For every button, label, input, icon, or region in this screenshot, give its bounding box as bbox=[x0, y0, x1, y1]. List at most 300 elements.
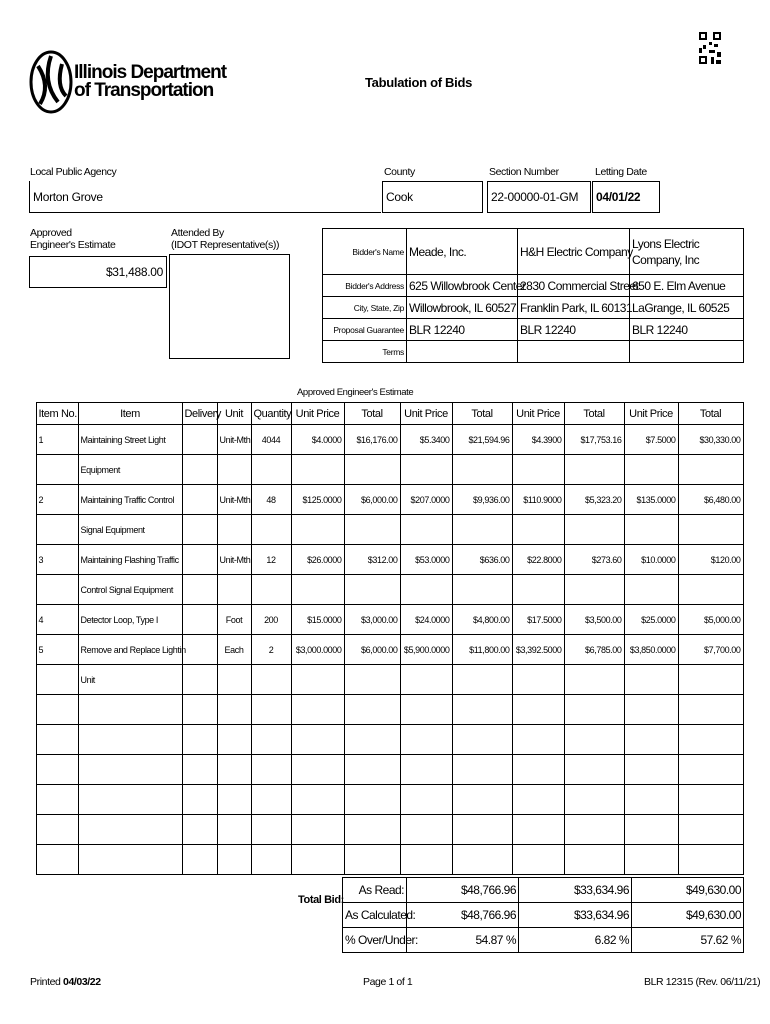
table-cell: $21,594.96 bbox=[452, 425, 512, 455]
table-cell bbox=[291, 575, 344, 605]
table-cell bbox=[182, 785, 217, 815]
bidder-city: LaGrange, IL 60525 bbox=[630, 297, 744, 319]
table-cell bbox=[452, 815, 512, 845]
table-cell bbox=[624, 755, 678, 785]
table-cell bbox=[78, 845, 182, 875]
bidders-table bbox=[322, 228, 744, 363]
row-label: Bidder's Address bbox=[323, 275, 407, 297]
table-cell: $25.0000 bbox=[624, 605, 678, 635]
table-cell: $11,800.00 bbox=[452, 635, 512, 665]
table-row bbox=[29, 605, 743, 635]
table-cell bbox=[452, 755, 512, 785]
bidder-terms bbox=[518, 341, 630, 363]
table-cell bbox=[564, 575, 624, 605]
printed-info bbox=[30, 976, 101, 988]
row-label: Bidder's Name bbox=[323, 229, 407, 275]
totals-table bbox=[342, 877, 744, 953]
table-cell bbox=[182, 425, 217, 455]
table-cell bbox=[678, 665, 743, 695]
logo-line-2: of Transportation bbox=[74, 80, 214, 101]
table-cell bbox=[251, 785, 291, 815]
table-row bbox=[29, 755, 743, 785]
header-cell: Total bbox=[564, 403, 624, 425]
table-cell bbox=[452, 515, 512, 545]
table-cell: $16,176.00 bbox=[344, 425, 400, 455]
table-row bbox=[29, 845, 743, 875]
table-row bbox=[29, 665, 743, 695]
table-cell: $5.3400 bbox=[400, 425, 452, 455]
header-cell: Unit Price bbox=[624, 403, 678, 425]
table-cell: $207.0000 bbox=[400, 485, 452, 515]
table-cell bbox=[564, 455, 624, 485]
margin-cell bbox=[29, 403, 36, 425]
margin-cell bbox=[29, 845, 36, 875]
total-value: $33,634.96 bbox=[519, 878, 632, 903]
table-cell bbox=[182, 545, 217, 575]
form-number: BLR 12315 (Rev. 06/11/21) bbox=[644, 976, 761, 988]
table-cell bbox=[344, 515, 400, 545]
table-cell: $24.0000 bbox=[400, 605, 452, 635]
items-table bbox=[29, 402, 744, 875]
table-cell bbox=[182, 515, 217, 545]
table-cell bbox=[217, 755, 251, 785]
table-cell bbox=[251, 455, 291, 485]
table-cell bbox=[291, 815, 344, 845]
county-label: County bbox=[384, 166, 415, 178]
table-cell bbox=[400, 695, 452, 725]
table-row bbox=[29, 815, 743, 845]
table-cell bbox=[217, 785, 251, 815]
table-cell: 4044 bbox=[251, 425, 291, 455]
bidder-guarantee: BLR 12240 bbox=[407, 319, 518, 341]
table-cell: Each bbox=[217, 635, 251, 665]
table-cell: $4.0000 bbox=[291, 425, 344, 455]
table-cell bbox=[182, 455, 217, 485]
table-cell: 3 bbox=[36, 545, 78, 575]
table-cell bbox=[36, 815, 78, 845]
table-cell bbox=[564, 725, 624, 755]
table-cell bbox=[678, 455, 743, 485]
header-cell: Quantity bbox=[251, 403, 291, 425]
table-cell bbox=[624, 725, 678, 755]
logo-line-1: Illinois Department bbox=[74, 62, 227, 83]
table-cell bbox=[678, 815, 743, 845]
totals-over-under-row bbox=[343, 928, 744, 953]
bidder-city: Willowbrook, IL 60527 bbox=[407, 297, 518, 319]
table-cell bbox=[182, 725, 217, 755]
table-cell bbox=[452, 575, 512, 605]
table-cell bbox=[452, 725, 512, 755]
table-cell bbox=[36, 845, 78, 875]
logo-wordmark bbox=[74, 64, 226, 100]
table-row bbox=[29, 575, 743, 605]
table-cell: Unit-Mth bbox=[217, 425, 251, 455]
agency-value: Morton Grove bbox=[33, 190, 103, 204]
table-cell: $53.0000 bbox=[400, 545, 452, 575]
table-row bbox=[29, 485, 743, 515]
total-value: $49,630.00 bbox=[632, 903, 744, 928]
table-cell bbox=[624, 695, 678, 725]
letting-field bbox=[592, 181, 660, 213]
table-cell: $110.9000 bbox=[512, 485, 564, 515]
table-cell bbox=[400, 725, 452, 755]
bidder-address: 2830 Commercial Street bbox=[518, 275, 630, 297]
table-cell bbox=[217, 845, 251, 875]
table-cell: $3,000.0000 bbox=[291, 635, 344, 665]
letting-value: 04/01/22 bbox=[596, 190, 641, 204]
totals-row-label: As Read: bbox=[343, 878, 407, 903]
table-cell: $6,785.00 bbox=[564, 635, 624, 665]
table-cell bbox=[182, 695, 217, 725]
table-cell: $3,850.0000 bbox=[624, 635, 678, 665]
row-label: City, State, Zip bbox=[323, 297, 407, 319]
table-cell: $22.8000 bbox=[512, 545, 564, 575]
table-cell: $26.0000 bbox=[291, 545, 344, 575]
table-cell bbox=[344, 725, 400, 755]
table-cell bbox=[36, 575, 78, 605]
table-cell: $7.5000 bbox=[624, 425, 678, 455]
table-cell bbox=[36, 785, 78, 815]
table-cell bbox=[624, 575, 678, 605]
table-cell bbox=[344, 455, 400, 485]
table-cell bbox=[291, 695, 344, 725]
table-cell: $15.0000 bbox=[291, 605, 344, 635]
items-header-row bbox=[29, 403, 743, 425]
table-cell bbox=[564, 785, 624, 815]
table-cell bbox=[678, 755, 743, 785]
table-cell bbox=[452, 845, 512, 875]
table-row bbox=[29, 545, 743, 575]
table-cell bbox=[251, 845, 291, 875]
attended-label-line2: (IDOT Representative(s)) bbox=[171, 239, 280, 251]
header-cell: Unit Price bbox=[291, 403, 344, 425]
total-bid-label: Total Bid: bbox=[298, 894, 344, 906]
table-cell bbox=[344, 785, 400, 815]
table-cell bbox=[291, 845, 344, 875]
table-cell: $4.3900 bbox=[512, 425, 564, 455]
table-cell bbox=[182, 485, 217, 515]
table-cell: $312.00 bbox=[344, 545, 400, 575]
table-cell: $7,700.00 bbox=[678, 635, 743, 665]
total-value: $48,766.96 bbox=[407, 903, 519, 928]
table-cell bbox=[452, 695, 512, 725]
row-label: Proposal Guarantee bbox=[323, 319, 407, 341]
table-cell: Control Signal Equipment bbox=[78, 575, 182, 605]
totals-as-read-row bbox=[343, 878, 744, 903]
table-cell bbox=[512, 515, 564, 545]
bidder-address-row bbox=[323, 275, 744, 297]
table-cell bbox=[217, 665, 251, 695]
table-cell bbox=[217, 515, 251, 545]
table-cell: $125.0000 bbox=[291, 485, 344, 515]
table-cell: $5,323.20 bbox=[564, 485, 624, 515]
table-cell bbox=[400, 515, 452, 545]
bidder-name: Meade, Inc. bbox=[407, 229, 518, 275]
table-cell bbox=[344, 575, 400, 605]
row-label: Terms bbox=[323, 341, 407, 363]
table-cell: $3,392.5000 bbox=[512, 635, 564, 665]
table-cell bbox=[78, 695, 182, 725]
table-cell bbox=[400, 665, 452, 695]
estimate-label bbox=[30, 227, 115, 251]
table-cell bbox=[452, 785, 512, 815]
printed-label: Printed bbox=[30, 976, 61, 988]
table-cell bbox=[251, 515, 291, 545]
table-cell bbox=[251, 815, 291, 845]
table-cell bbox=[624, 845, 678, 875]
table-cell bbox=[251, 575, 291, 605]
table-cell bbox=[78, 755, 182, 785]
margin-cell bbox=[29, 785, 36, 815]
header-cell: Unit bbox=[217, 403, 251, 425]
table-row bbox=[29, 725, 743, 755]
table-cell: Unit-Mth bbox=[217, 545, 251, 575]
table-cell bbox=[624, 515, 678, 545]
table-cell: Equipment bbox=[78, 455, 182, 485]
table-cell bbox=[344, 845, 400, 875]
table-cell bbox=[678, 575, 743, 605]
table-cell bbox=[251, 755, 291, 785]
table-cell bbox=[182, 665, 217, 695]
bidder-address: 650 E. Elm Avenue bbox=[630, 275, 744, 297]
table-cell: $9,936.00 bbox=[452, 485, 512, 515]
table-cell bbox=[512, 755, 564, 785]
margin-cell bbox=[29, 605, 36, 635]
section-field bbox=[487, 181, 591, 213]
table-cell bbox=[512, 845, 564, 875]
table-cell bbox=[564, 515, 624, 545]
table-cell: Unit bbox=[78, 665, 182, 695]
margin-cell bbox=[29, 695, 36, 725]
table-cell: Foot bbox=[217, 605, 251, 635]
table-cell bbox=[182, 845, 217, 875]
agency-label: Local Public Agency bbox=[30, 166, 117, 178]
table-cell: $5,000.00 bbox=[678, 605, 743, 635]
header-cell: Item No. bbox=[36, 403, 78, 425]
header-cell: Total bbox=[452, 403, 512, 425]
margin-cell bbox=[29, 665, 36, 695]
table-cell: $3,000.00 bbox=[344, 605, 400, 635]
total-value: $48,766.96 bbox=[407, 878, 519, 903]
table-cell bbox=[36, 725, 78, 755]
table-cell bbox=[512, 665, 564, 695]
table-cell bbox=[678, 785, 743, 815]
table-cell bbox=[251, 695, 291, 725]
margin-cell bbox=[29, 575, 36, 605]
table-row bbox=[29, 635, 743, 665]
table-row bbox=[29, 785, 743, 815]
county-field bbox=[382, 181, 483, 213]
attended-label bbox=[171, 227, 279, 251]
table-cell: $120.00 bbox=[678, 545, 743, 575]
table-cell bbox=[512, 725, 564, 755]
table-cell bbox=[78, 725, 182, 755]
table-cell bbox=[400, 575, 452, 605]
estimate-field bbox=[29, 256, 167, 288]
table-row bbox=[29, 515, 743, 545]
table-cell: $6,000.00 bbox=[344, 635, 400, 665]
table-cell bbox=[452, 665, 512, 695]
table-cell: 5 bbox=[36, 635, 78, 665]
table-cell: $30,330.00 bbox=[678, 425, 743, 455]
table-cell: 12 bbox=[251, 545, 291, 575]
table-cell bbox=[678, 725, 743, 755]
total-value: $33,634.96 bbox=[519, 903, 632, 928]
table-cell: $10.0000 bbox=[624, 545, 678, 575]
bidder-terms bbox=[630, 341, 744, 363]
total-value: 6.82 % bbox=[519, 928, 632, 953]
table-cell bbox=[564, 695, 624, 725]
table-cell bbox=[291, 515, 344, 545]
margin-cell bbox=[29, 755, 36, 785]
table-cell: Maintaining Flashing Traffic bbox=[78, 545, 182, 575]
table-cell bbox=[182, 815, 217, 845]
table-cell bbox=[400, 755, 452, 785]
table-cell: 1 bbox=[36, 425, 78, 455]
margin-cell bbox=[29, 515, 36, 545]
table-cell: 200 bbox=[251, 605, 291, 635]
table-cell: 2 bbox=[251, 635, 291, 665]
table-cell bbox=[36, 455, 78, 485]
estimate-label-line1: Approved bbox=[30, 227, 72, 239]
margin-cell bbox=[29, 635, 36, 665]
table-cell bbox=[624, 785, 678, 815]
table-cell: Unit-Mth bbox=[217, 485, 251, 515]
table-cell: $6,000.00 bbox=[344, 485, 400, 515]
bidder-terms-row bbox=[323, 341, 744, 363]
table-cell: 4 bbox=[36, 605, 78, 635]
table-cell bbox=[217, 815, 251, 845]
table-cell bbox=[251, 665, 291, 695]
printed-date: 04/03/22 bbox=[63, 976, 101, 988]
table-cell bbox=[400, 845, 452, 875]
table-cell: $3,500.00 bbox=[564, 605, 624, 635]
table-cell bbox=[291, 725, 344, 755]
totals-as-calculated-row bbox=[343, 903, 744, 928]
estimate-value: $31,488.00 bbox=[105, 265, 163, 279]
table-cell bbox=[678, 845, 743, 875]
bidder-name-row bbox=[323, 229, 744, 275]
table-cell: 48 bbox=[251, 485, 291, 515]
attended-label-line1: Attended By bbox=[171, 227, 224, 239]
table-cell bbox=[344, 695, 400, 725]
table-cell bbox=[78, 785, 182, 815]
section-value: 22-00000-01-GM bbox=[491, 190, 579, 204]
totals-row-label: % Over/Under: bbox=[343, 928, 407, 953]
table-cell bbox=[512, 815, 564, 845]
table-row bbox=[29, 455, 743, 485]
bidder-city-row bbox=[323, 297, 744, 319]
table-cell bbox=[400, 815, 452, 845]
table-cell bbox=[36, 665, 78, 695]
table-cell bbox=[512, 785, 564, 815]
county-value: Cook bbox=[386, 190, 413, 204]
table-cell bbox=[564, 755, 624, 785]
bidder-address: 625 Willowbrook Center bbox=[407, 275, 518, 297]
margin-cell bbox=[29, 545, 36, 575]
table-cell bbox=[512, 695, 564, 725]
table-cell bbox=[564, 845, 624, 875]
table-cell bbox=[678, 695, 743, 725]
margin-cell bbox=[29, 815, 36, 845]
bidder-guarantee: BLR 12240 bbox=[518, 319, 630, 341]
totals-row-label: As Calculated: bbox=[343, 903, 407, 928]
table-cell: $4,800.00 bbox=[452, 605, 512, 635]
table-cell: $5,900.0000 bbox=[400, 635, 452, 665]
table-cell bbox=[624, 455, 678, 485]
page-title: Tabulation of Bids bbox=[365, 75, 473, 90]
table-cell: $273.60 bbox=[564, 545, 624, 575]
estimate-label-line2: Engineer's Estimate bbox=[30, 239, 116, 251]
bidder-terms bbox=[407, 341, 518, 363]
table-cell bbox=[217, 575, 251, 605]
bidder-name: Lyons Electric Company, Inc bbox=[630, 229, 744, 275]
total-value: $49,630.00 bbox=[632, 878, 744, 903]
header-cell: Delivery bbox=[182, 403, 217, 425]
table-cell bbox=[36, 515, 78, 545]
table-cell bbox=[512, 575, 564, 605]
table-cell bbox=[512, 455, 564, 485]
letting-label: Letting Date bbox=[595, 166, 647, 178]
table-cell bbox=[291, 755, 344, 785]
table-cell bbox=[452, 455, 512, 485]
table-cell: $135.0000 bbox=[624, 485, 678, 515]
table-cell bbox=[564, 665, 624, 695]
table-cell: $6,480.00 bbox=[678, 485, 743, 515]
page-number: Page 1 of 1 bbox=[363, 976, 413, 988]
table-cell bbox=[217, 455, 251, 485]
bidder-guarantee-row bbox=[323, 319, 744, 341]
table-row bbox=[29, 425, 743, 455]
table-cell bbox=[217, 725, 251, 755]
table-cell bbox=[291, 665, 344, 695]
table-cell bbox=[182, 605, 217, 635]
table-cell: $636.00 bbox=[452, 545, 512, 575]
table-cell bbox=[624, 665, 678, 695]
qr-code-icon bbox=[699, 32, 723, 66]
table-cell bbox=[624, 815, 678, 845]
table-cell bbox=[36, 755, 78, 785]
bidder-name: H&H Electric Company bbox=[518, 229, 630, 275]
section-label: Section Number bbox=[489, 166, 559, 178]
table-cell bbox=[182, 755, 217, 785]
margin-cell bbox=[29, 485, 36, 515]
table-cell bbox=[182, 635, 217, 665]
header-cell: Item bbox=[78, 403, 182, 425]
table-cell: Signal Equipment bbox=[78, 515, 182, 545]
table-cell: 2 bbox=[36, 485, 78, 515]
table-cell: Maintaining Traffic Control bbox=[78, 485, 182, 515]
table-cell bbox=[400, 785, 452, 815]
table-row bbox=[29, 695, 743, 725]
table-cell: $17,753.16 bbox=[564, 425, 624, 455]
table-cell bbox=[291, 785, 344, 815]
table-cell bbox=[344, 755, 400, 785]
table-cell: Maintaining Street Light bbox=[78, 425, 182, 455]
total-value: 57.62 % bbox=[632, 928, 744, 953]
attended-field bbox=[169, 254, 290, 359]
table-cell bbox=[36, 695, 78, 725]
idot-logo-icon bbox=[28, 46, 74, 118]
header-cell: Total bbox=[344, 403, 400, 425]
table-cell bbox=[251, 725, 291, 755]
table-cell bbox=[400, 455, 452, 485]
table-cell bbox=[344, 815, 400, 845]
margin-cell bbox=[29, 425, 36, 455]
bidder-guarantee: BLR 12240 bbox=[630, 319, 744, 341]
table-cell: Remove and Replace Lightin bbox=[78, 635, 182, 665]
table-cell bbox=[564, 815, 624, 845]
